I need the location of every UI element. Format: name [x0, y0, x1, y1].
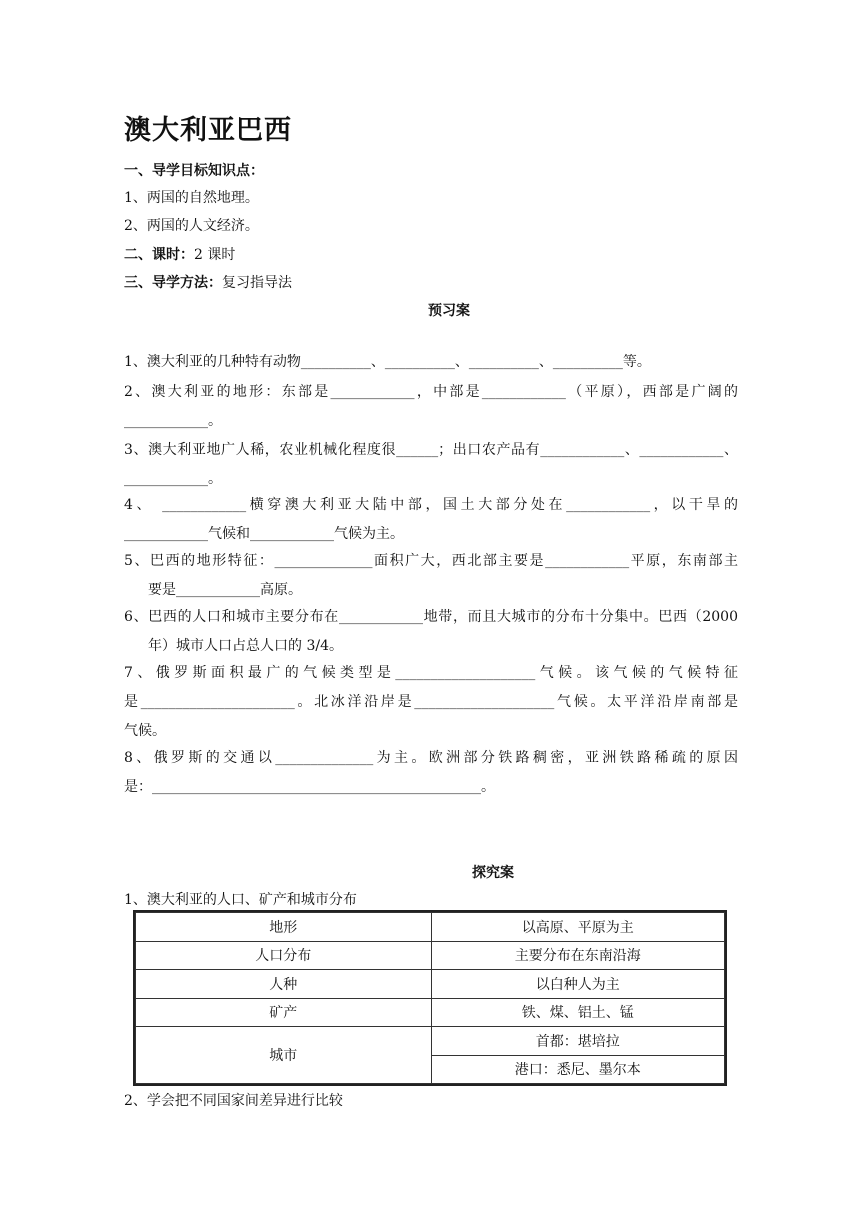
- table-row: [136, 970, 725, 999]
- section-3: [124, 272, 292, 292]
- section-3-heading: 三、导学方法：: [124, 275, 222, 291]
- question-7: [124, 659, 738, 746]
- question-3-line-1: 3、澳大利亚地广人稀，农业机械化程度很______；出口农产品有____________、____________、: [124, 442, 738, 458]
- section-2-heading: 二、课时：: [124, 247, 194, 263]
- question-3-line-2: ____________。: [124, 471, 222, 487]
- question-8: [124, 744, 738, 802]
- section-2: [124, 244, 235, 264]
- question-5: [124, 547, 738, 605]
- question-4-line-2: ____________气候和____________气候为主。: [124, 526, 404, 542]
- preview-section-title: 预习案: [428, 303, 470, 319]
- table-row: [136, 998, 725, 1027]
- section-1-heading: 一、导学目标知识点：: [124, 163, 264, 179]
- australia-distribution-table: [133, 910, 727, 1086]
- question-5-line-1: 5、巴西的地形特征：______________面积广大，西北部主要是____________平原，东南部主: [124, 553, 738, 569]
- section-2-value: 2 课时: [194, 247, 236, 263]
- question-6-line-1: 6、巴西的人口和城市主要分布在____________地带，而且大城市的分布十分集中。巴西（2000: [124, 609, 738, 625]
- page-title: 澳大利亚巴西: [124, 115, 292, 146]
- question-2-line-2: ____________。: [124, 413, 222, 429]
- table-cell-value: 以白种人为主: [431, 970, 725, 999]
- table-cell-city-label: 城市: [136, 1027, 432, 1084]
- table-row: [136, 941, 725, 970]
- explore-section-title: 探究案: [472, 865, 514, 881]
- table-cell-capital: 首都：堪培拉: [431, 1027, 725, 1056]
- table-row: [136, 1027, 725, 1056]
- question-8-line-1: 8、俄罗斯的交通以______________为主。欧洲部分铁路稠密，亚洲铁路稀疏的原因: [124, 750, 738, 766]
- table-cell-label: 矿产: [136, 998, 432, 1027]
- section-1-item-1: 1、两国的自然地理。: [124, 190, 259, 206]
- table-cell-ports: 港口：悉尼、墨尔本: [431, 1055, 725, 1084]
- explore-item-2: 2、学会把不同国家间差异进行比较: [124, 1093, 343, 1109]
- question-2: [124, 378, 738, 436]
- section-1-item-2: 2、两国的人文经济。: [124, 218, 259, 234]
- question-7-line-1: 7、俄罗斯面积最广的气候类型是____________________气候。该气候的气候特征: [124, 665, 738, 681]
- question-3: [124, 436, 738, 494]
- question-1-text: 1、澳大利亚的几种特有动物__________、__________、__________、__________等。: [124, 354, 651, 370]
- question-4-line-1: 4、 ____________横穿澳大利亚大陆中部，国土大部分处在____________，以干旱的: [124, 497, 738, 513]
- question-2-line-1: 2、澳大利亚的地形：东部是____________，中部是____________（平原），西部是广阔的: [124, 384, 738, 400]
- question-7-line-3: 气候。: [124, 723, 166, 739]
- table-row: [136, 913, 725, 942]
- table-cell-label: 人种: [136, 970, 432, 999]
- question-5-line-2: 要是____________高原。: [148, 582, 302, 598]
- table-cell-value: 铁、煤、铝土、锰: [431, 998, 725, 1027]
- question-6: [124, 603, 738, 661]
- question-4: [124, 491, 738, 549]
- table-cell-value: 主要分布在东南沿海: [431, 941, 725, 970]
- question-8-line-2: 是：_______________________________________________。: [124, 779, 495, 795]
- question-7-line-2: 是______________________。北冰洋沿岸是____________________气候。太平洋沿岸南部是: [124, 694, 738, 710]
- table-cell-label: 人口分布: [136, 941, 432, 970]
- question-1: [124, 348, 738, 377]
- table-cell-label: 地形: [136, 913, 432, 942]
- table-cell-value: 以高原、平原为主: [431, 913, 725, 942]
- section-3-value: 复习指导法: [222, 275, 292, 291]
- explore-item-1: 1、澳大利亚的人口、矿产和城市分布: [124, 892, 357, 908]
- question-6-line-2: 年）城市人口占总人口的 3/4。: [148, 638, 343, 654]
